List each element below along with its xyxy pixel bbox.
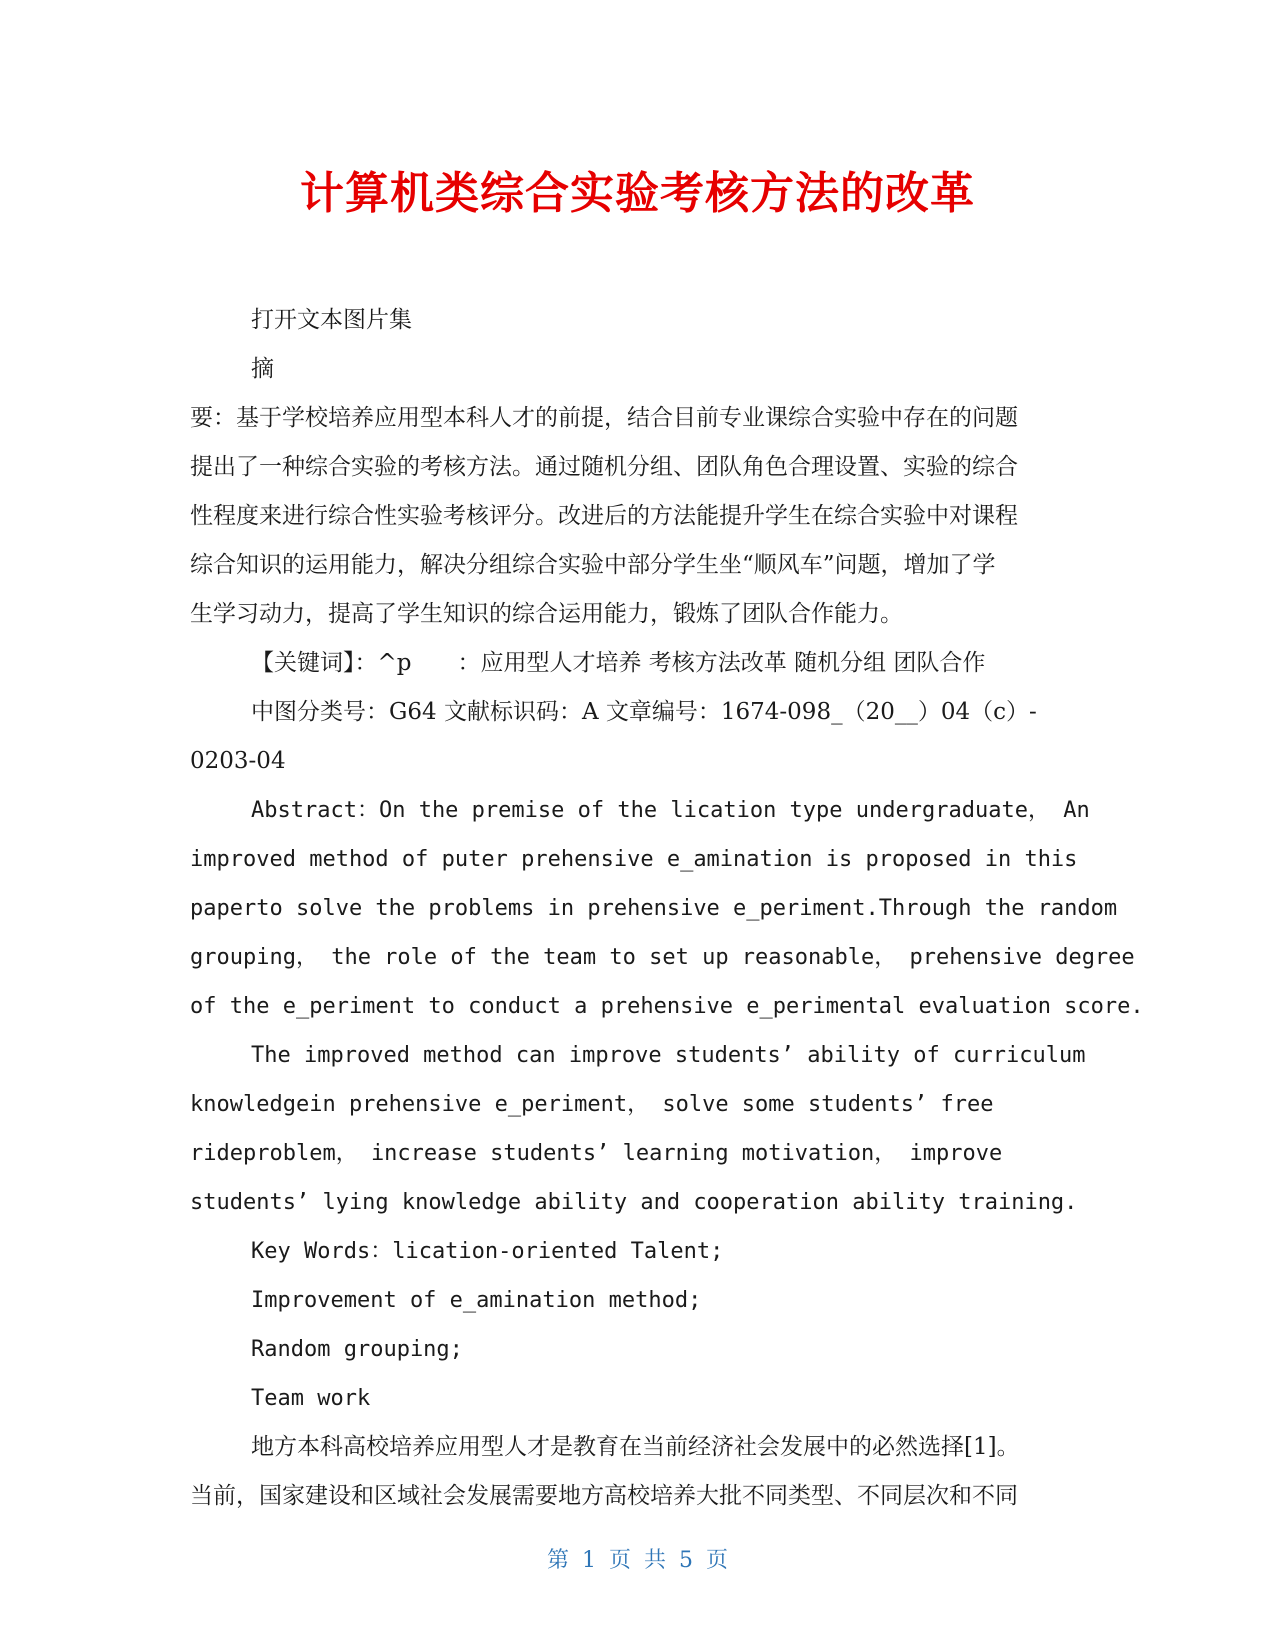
abstract-line: The improved method can improve students’ ability of curriculum xyxy=(251,1043,1086,1068)
document-body xyxy=(190,296,1144,1521)
text-line: 提出了一种综合实验的考核方法。通过随机分组、团队角色合理设置、实验的综合 xyxy=(190,454,1018,480)
text-line: 地方本科高校培养应用型人才是教育在当前经济社会发展中的必然选择[1]。 xyxy=(251,1434,1020,1460)
text-line: 综合知识的运用能力，解决分组综合实验中部分学生坐“顺风车”问题，增加了学 xyxy=(190,552,996,578)
key-words-line: Random grouping; xyxy=(251,1337,463,1362)
keywords-line: 【关键词】：^p ：应用型人才培养 考核方法改革 随机分组 团队合作 xyxy=(251,650,986,676)
text-line: 打开文本图片集 xyxy=(251,307,412,333)
key-words-line: Team work xyxy=(251,1386,371,1411)
abstract-line: paperto solve the problems in prehensive e_periment.Through the random xyxy=(190,896,1118,921)
abstract-line: improved method of puter prehensive e_amination is proposed in this xyxy=(190,847,1078,872)
abstract-line: rideproblem， increase students’ learning motivation， improve xyxy=(190,1141,1003,1166)
abstract-line: knowledgein prehensive e_periment， solve some students’ free xyxy=(190,1092,994,1117)
text-line: 摘 xyxy=(251,356,274,382)
text-line: 当前，国家建设和区域社会发展需要地方高校培养大批不同类型、不同层次和不同 xyxy=(190,1483,1018,1509)
text-line: 性程度来进行综合性实验考核评分。改进后的方法能提升学生在综合实验中对课程 xyxy=(190,503,1018,529)
abstract-line: Abstract：On the premise of the lication type undergraduate， An xyxy=(251,798,1090,823)
abstract-line: of the e_periment to conduct a prehensive e_perimental evaluation score. xyxy=(190,994,1144,1019)
text-line: 生学习动力，提高了学生知识的综合运用能力，锻炼了团队合作能力。 xyxy=(190,601,903,627)
text-line: 要：基于学校培养应用型本科人才的前提，结合目前专业课综合实验中存在的问题 xyxy=(190,405,1018,431)
abstract-line: students’ lying knowledge ability and cooperation ability training. xyxy=(190,1190,1078,1215)
key-words-line: Key Words：lication-oriented Talent; xyxy=(251,1239,724,1264)
text-line: 0203-04 xyxy=(190,748,286,774)
classification-line: 中图分类号：G64 文献标识码：A 文章编号：1674-098_（20__）04（c）- xyxy=(251,699,1037,725)
page-number: 第 1 页 共 5 页 xyxy=(547,1548,728,1573)
key-words-line: Improvement of e_amination method; xyxy=(251,1288,702,1313)
abstract-line: grouping， the role of the team to set up reasonable， prehensive degree xyxy=(190,945,1135,970)
document-title: 计算机类综合实验考核方法的改革 xyxy=(300,168,975,219)
